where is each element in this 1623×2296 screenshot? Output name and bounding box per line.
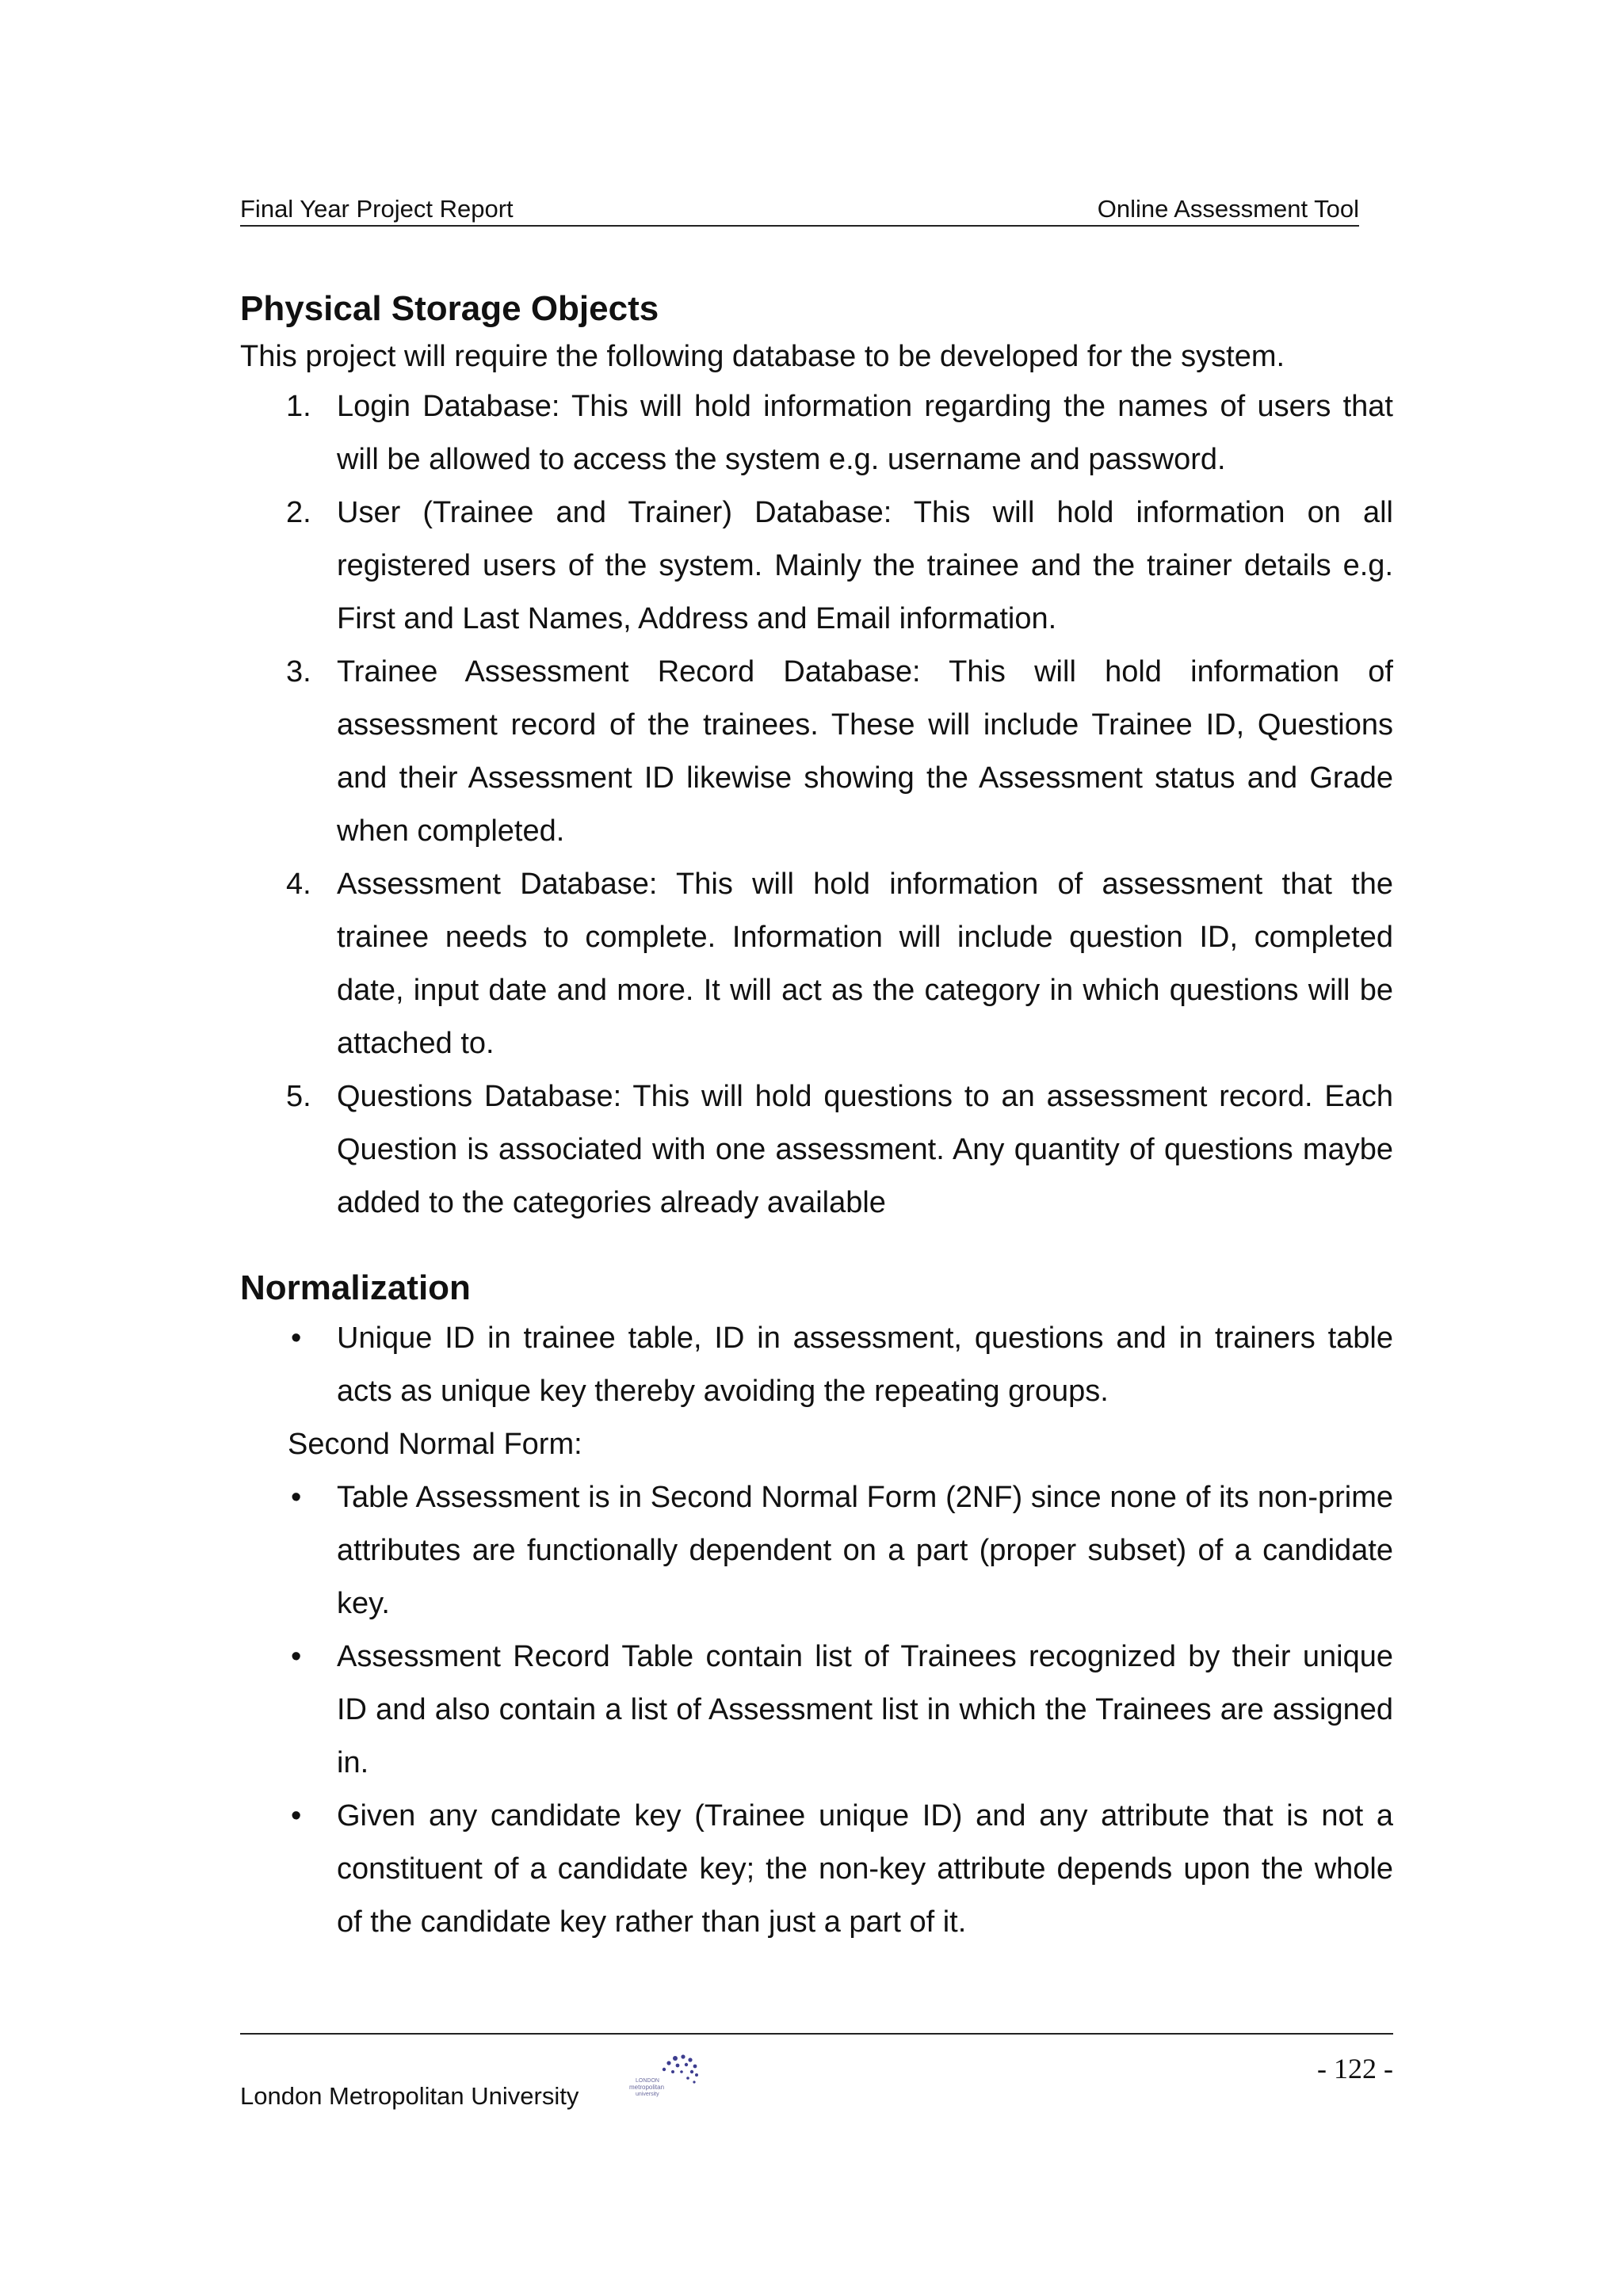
list-number: 1. [286,390,311,423]
bullet-text: Assessment Record Table contain list of Trainees recognized by their unique ID and also contain a list of Assessment list in which the Trainees are assigned in. [337,1640,1393,1779]
bullet-text: Table Assessment is in Second Normal Form (2NF) since none of its non-prime attributes are functionally dependent on a part (proper subset) of a candidate key. [337,1481,1393,1620]
svg-text:LONDON: LONDON [636,2078,659,2084]
second-normal-form-bullets [240,1471,1393,1949]
section-heading-normalization: Normalization [240,1268,471,1307]
second-normal-form-label: Second Normal Form: [288,1428,582,1461]
page-number: - 122 - [1317,2053,1393,2084]
bullet-item [240,1630,1393,1790]
list-number: 2. [286,496,311,529]
bullet-icon: • [291,1640,302,1673]
bullet-item [240,1471,1393,1630]
header-project-title: Online Assessment Tool [1097,195,1359,223]
footer-university-name: London Metropolitan University [240,2082,579,2110]
list-item [240,486,1393,646]
list-item [240,646,1393,858]
footer-divider [240,2033,1393,2035]
list-item-text: Assessment Database: This will hold information of assessment that the trainee needs to complete. Information will include question ID, completed date, input date and more. It will act as the category in which questions will be attached to. [337,868,1393,1060]
bullet-item [240,1312,1393,1418]
list-item-text: User (Trainee and Trainer) Database: This will hold information on all registered users of the system. Mainly the trainee and the trainer details e.g. First and Last Names, Address and Email information. [337,496,1393,635]
bullet-icon: • [291,1481,302,1514]
normalization-bullets [240,1312,1393,1418]
bullet-icon: • [291,1322,302,1355]
bullet-icon: • [291,1799,302,1833]
list-item [240,858,1393,1070]
database-list [240,380,1393,1230]
list-item [240,1070,1393,1230]
svg-text:metropolitan: metropolitan [629,2084,665,2091]
list-number: 5. [286,1080,311,1113]
section-heading-physical-storage: Physical Storage Objects [240,289,659,328]
list-item-text: Trainee Assessment Record Database: This will hold information of assessment record of the trainees. These will include Trainee ID, Questions and their Assessment ID likewise showing the Assessment status and Grade when completed. [337,655,1393,848]
bullet-text: Unique ID in trainee table, ID in assessment, questions and in trainers table acts as unique key thereby avoiding the repeating groups. [337,1322,1393,1408]
list-item-text: Login Database: This will hold information regarding the names of users that will be allowed to access the system e.g. username and password. [337,390,1393,476]
bullet-text: Given any candidate key (Trainee unique ID) and any attribute that is not a constituent of a candidate key; the non-key attribute depends upon the whole of the candidate key rather than just a part of it. [337,1799,1393,1939]
page-content [240,285,1393,1949]
list-number: 3. [286,655,311,688]
list-number: 4. [286,868,311,901]
section-intro: This project will require the following database to be developed for the system. [240,340,1285,373]
list-item [240,380,1393,486]
svg-text:university: university [636,2092,659,2097]
list-item-text: Questions Database: This will hold questions to an assessment record. Each Question is associated with one assessment. Any quantity of questions maybe added to the categories already available [337,1080,1393,1219]
university-logo-icon [618,2050,701,2107]
page-header [240,193,1359,227]
bullet-item [240,1790,1393,1949]
header-report-title: Final Year Project Report [240,195,514,223]
